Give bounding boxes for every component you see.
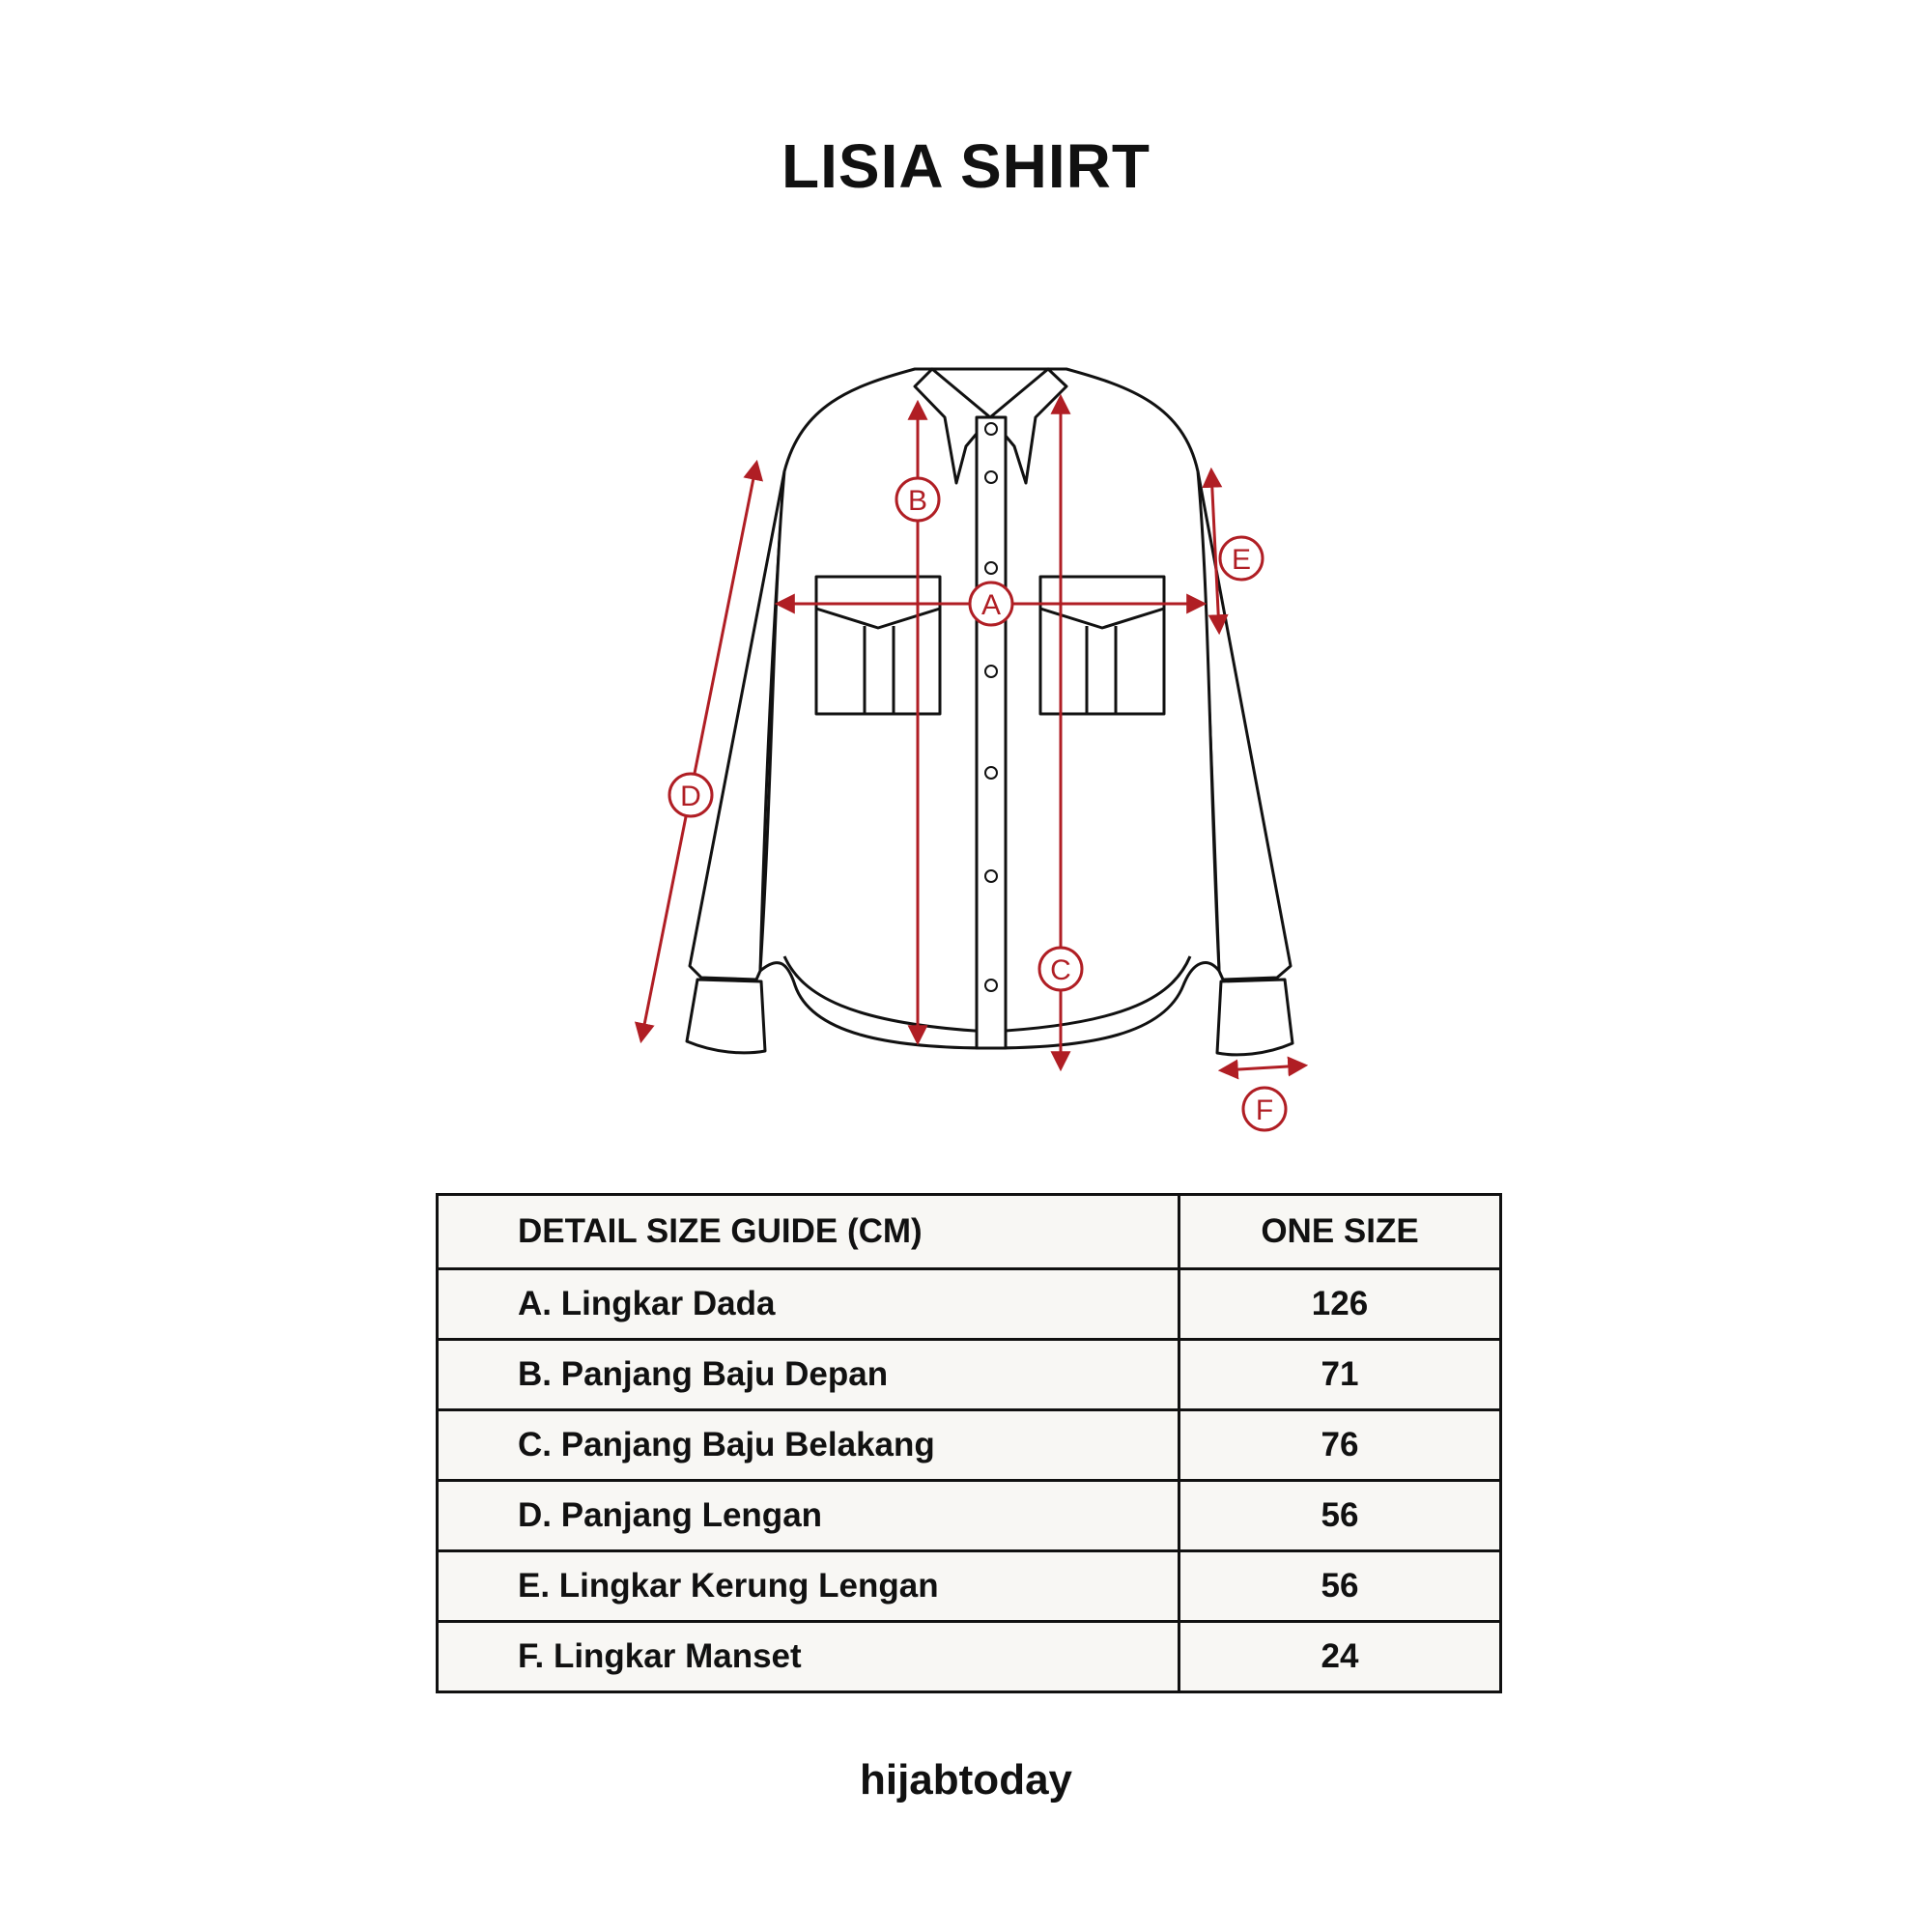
page-title: LISIA SHIRT: [781, 131, 1151, 201]
marker-b: [896, 478, 939, 521]
marker-c: [1039, 948, 1082, 990]
table-row: [438, 1340, 1501, 1410]
table-row: [438, 1481, 1501, 1551]
brand-logo: hijabtoday: [859, 1756, 1073, 1804]
table-row: [438, 1551, 1501, 1622]
marker-d: [669, 774, 712, 816]
table-row: [438, 1410, 1501, 1481]
row-label: F. Lingkar Manset: [438, 1622, 1179, 1692]
table-row: [438, 1622, 1501, 1692]
row-label: D. Panjang Lengan: [438, 1481, 1179, 1551]
right-pocket: [1040, 577, 1164, 714]
row-value: 71: [1179, 1340, 1501, 1410]
row-label: C. Panjang Baju Belakang: [438, 1410, 1179, 1481]
marker-e-label: E: [1231, 544, 1252, 576]
marker-a: [970, 582, 1012, 625]
row-label: E. Lingkar Kerung Lengan: [438, 1551, 1179, 1622]
measure-line-f: [1222, 1065, 1304, 1070]
marker-f-label: F: [1255, 1094, 1274, 1126]
left-pocket: [816, 577, 940, 714]
row-value: 56: [1179, 1481, 1501, 1551]
right-cuff: [1217, 980, 1293, 1055]
table-header-row: [438, 1195, 1501, 1269]
marker-c-label: C: [1050, 954, 1071, 986]
header-value: ONE SIZE: [1179, 1195, 1501, 1269]
row-label: A. Lingkar Dada: [438, 1269, 1179, 1340]
row-value: 56: [1179, 1551, 1501, 1622]
table-row: [438, 1269, 1501, 1340]
button: [985, 471, 997, 483]
header-label: DETAIL SIZE GUIDE (CM): [438, 1195, 1179, 1269]
placket: [977, 417, 1006, 1048]
button: [985, 870, 997, 882]
row-value: 126: [1179, 1269, 1501, 1340]
marker-b-label: B: [907, 485, 928, 517]
marker-e: [1220, 537, 1263, 580]
row-value: 24: [1179, 1622, 1501, 1692]
marker-f: [1243, 1088, 1286, 1130]
button: [985, 980, 997, 991]
row-value: 76: [1179, 1410, 1501, 1481]
row-label: B. Panjang Baju Depan: [438, 1340, 1179, 1410]
button: [985, 423, 997, 435]
button: [985, 666, 997, 677]
marker-d-label: D: [680, 781, 701, 812]
size-guide-table: [436, 1193, 1502, 1693]
button: [985, 767, 997, 779]
left-cuff: [687, 980, 765, 1053]
button: [985, 562, 997, 574]
marker-a-label: A: [980, 589, 1002, 621]
